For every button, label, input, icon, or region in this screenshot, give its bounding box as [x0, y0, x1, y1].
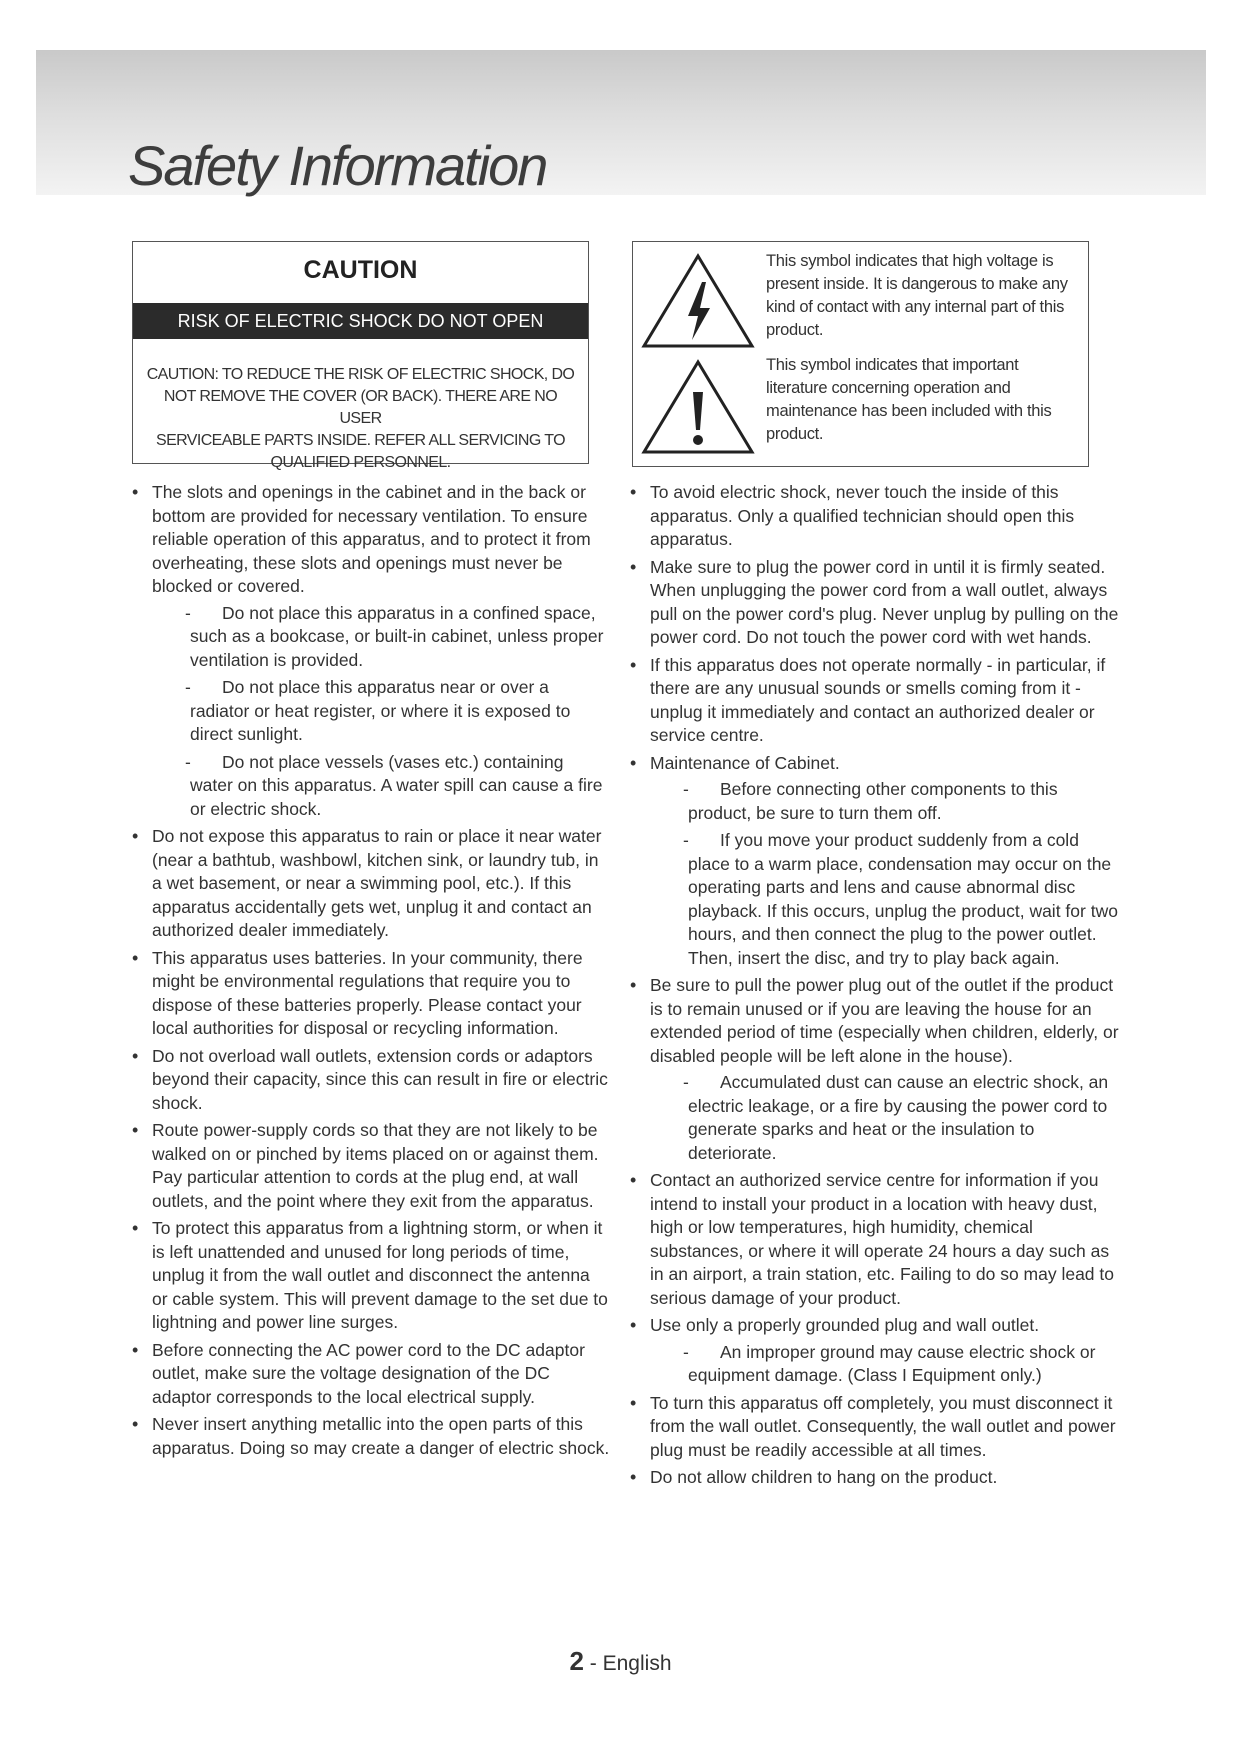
- left-column: [132, 481, 610, 1464]
- caution-title: CAUTION: [303, 256, 418, 284]
- list-item: • Make sure to plug the power cord in until it is firmly seated. When unplugging the power cord from a wall outlet, always pull on the power cord's plug. Never unplug by pulling on the power cord. Do not touch the power cord with wet hands.: [630, 556, 1120, 650]
- symbol-row-voltage: [633, 248, 1088, 358]
- list-item: • Use only a properly grounded plug and wall outlet. - An improper ground may cause electric shock or equipment damage. (Class I Equipment only.): [630, 1314, 1120, 1388]
- list-item: • Do not allow children to hang on the product.: [630, 1466, 1120, 1490]
- list-item: • To protect this apparatus from a lightning storm, or when it is left unattended and unused for long periods of time, unplug it from the wall outlet and disconnect the antenna or cable system. This will prevent damage to the set due to lightning and power line surges.: [132, 1217, 610, 1335]
- sub-item: - Do not place this apparatus near or over a radiator or heat register, or where it is exposed to direct sunlight.: [152, 676, 610, 747]
- list-item: • Contact an authorized service centre for information if you intend to install your product in a location with heavy dust, high or low temperatures, high humidity, chemical substances, or where it will operate 24 hours a day such as in an airport, a train station, etc. Failing to do so may lead to serious damage of your product.: [630, 1169, 1120, 1310]
- caution-line: NOT REMOVE THE COVER (OR BACK). THERE ARE NO USER: [163, 388, 558, 427]
- sub-item: - Do not place this apparatus in a confined space, such as a bookcase, or built-in cabinet, unless proper ventilation is provided.: [152, 602, 610, 673]
- caution-line: SERVICEABLE PARTS INSIDE. REFER ALL SERVICING TO: [156, 432, 565, 449]
- list-item: • The slots and openings in the cabinet and in the back or bottom are provided for necessary ventilation. To ensure reliable operation of this apparatus, and to protect it from overheating, these slots and openings must never be blocked or covered. - Do not place this apparatus in a confined space, such as a bookcase, or built-in cabinet, unless proper ventilation is provided. - Do not place this apparatus near or over a radiator or heat register, or where it is exposed to direct sunlight. - Do not place vessels (vases etc.) containing water on this apparatus. A water spill can cause a fire or electric shock.: [132, 481, 610, 821]
- sub-item: - Do not place vessels (vases etc.) containing water on this apparatus. A water spill can cause a fire or electric shock.: [152, 751, 610, 822]
- list-item: • Before connecting the AC power cord to the DC adaptor outlet, make sure the voltage designation of the DC adaptor corresponds to the local electrical supply.: [132, 1339, 610, 1410]
- list-item: • Never insert anything metallic into the open parts of this apparatus. Doing so may create a danger of electric shock.: [132, 1413, 610, 1460]
- symbol-row-literature: [633, 356, 1088, 466]
- list-item: • To turn this apparatus off completely, you must disconnect it from the wall outlet. Consequently, the wall outlet and power plug must be readily accessible at all times.: [630, 1392, 1120, 1463]
- right-column: [630, 481, 1120, 1494]
- sub-item: - An improper ground may cause electric shock or equipment damage. (Class I Equipment only.): [650, 1341, 1120, 1388]
- page-number: 2: [569, 1646, 584, 1676]
- list-item: • Be sure to pull the power plug out of the outlet if the product is to remain unused or if you are leaving the house for an extended period of time (especially when children, elderly, or disabled people will be left alone in the house). - Accumulated dust can cause an electric shock, an electric leakage, or a fire by causing the power cord to generate sparks and heat or the insulation to deteriorate.: [630, 974, 1120, 1165]
- page-footer: [0, 1646, 1241, 1677]
- symbol-text-voltage: This symbol indicates that high voltage is present inside. It is dangerous to make any kind of contact with any internal part of this product.: [766, 252, 1068, 339]
- caution-bar: RISK OF ELECTRIC SHOCK DO NOT OPEN: [133, 303, 588, 339]
- list-item: • To avoid electric shock, never touch the inside of this apparatus. Only a qualified technician should open this apparatus.: [630, 481, 1120, 552]
- caution-line: CAUTION: TO REDUCE THE RISK OF ELECTRIC SHOCK, DO: [146, 366, 575, 383]
- exclamation-warning-icon: [640, 358, 756, 458]
- list-item: • Do not overload wall outlets, extension cords or adaptors beyond their capacity, since this can result in fire or electric shock.: [132, 1045, 610, 1116]
- sub-item: - Accumulated dust can cause an electric shock, an electric leakage, or a fire by causing the power cord to generate sparks and heat or the insulation to deteriorate.: [650, 1071, 1120, 1165]
- caution-line: QUALIFIED PERSONNEL.: [270, 454, 451, 471]
- page-title: Safety Information: [128, 134, 547, 197]
- caution-body: [141, 364, 580, 474]
- list-item: • This apparatus uses batteries. In your community, there might be environmental regulations that require you to dispose of these batteries properly. Please contact your local authorities for disposal or recycling information.: [132, 947, 610, 1041]
- high-voltage-warning-icon: [640, 252, 756, 352]
- list-item: • If this apparatus does not operate normally - in particular, if there are any unusual sounds or smells coming from it - unplug it immediately and contact an authorized dealer or service centre.: [630, 654, 1120, 748]
- list-item: • Do not expose this apparatus to rain or place it near water (near a bathtub, washbowl, kitchen sink, or laundry tub, in a wet basement, or near a swimming pool, etc.). If this apparatus accidentally gets wet, unplug it and contact an authorized dealer immediately.: [132, 825, 610, 943]
- list-item: • Maintenance of Cabinet. - Before connecting other components to this product, be sure to turn them off. - If you move your product suddenly from a cold place to a warm place, condensation may occur on the operating parts and lens and cause abnormal disc playback. If this occurs, unplug the product, wait for two hours, and then connect the plug to the power outlet. Then, insert the disc, and try to play back again.: [630, 752, 1120, 971]
- sub-item: - Before connecting other components to this product, be sure to turn them off.: [650, 778, 1120, 825]
- list-item: • Route power-supply cords so that they are not likely to be walked on or pinched by items placed on or against them. Pay particular attention to cords at the plug end, at wall outlets, and the point where they exit from the apparatus.: [132, 1119, 610, 1213]
- sub-item: - If you move your product suddenly from a cold place to a warm place, condensation may occur on the operating parts and lens and cause abnormal disc playback. If this occurs, unplug the product, wait for two hours, and then connect the plug to the power outlet. Then, insert the disc, and try to play back again.: [650, 829, 1120, 970]
- caution-box: [132, 241, 589, 471]
- symbols-box: [632, 241, 1089, 467]
- page-language: - English: [589, 1652, 672, 1675]
- symbol-text-literature: This symbol indicates that important literature concerning operation and maintenance has been included with this product.: [766, 356, 1052, 443]
